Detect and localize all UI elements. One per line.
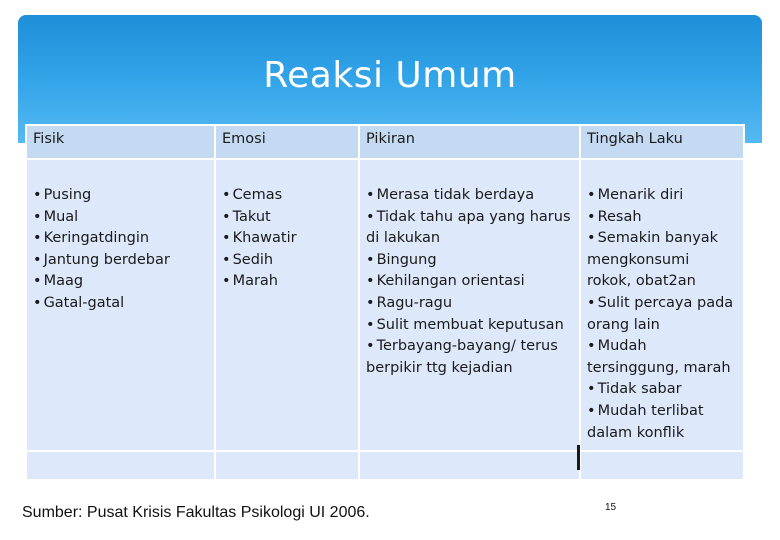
list-item	[222, 207, 352, 229]
cell-emosi	[215, 159, 359, 451]
list-item	[366, 271, 573, 293]
empty-cell	[580, 451, 744, 480]
list-item-text: Gatal-gatal	[43, 294, 125, 311]
table-header-row	[26, 125, 744, 159]
list-item-text: Khawatir	[232, 230, 297, 247]
list-item-text: Ragu-ragu	[376, 294, 453, 311]
bullet-icon: •	[587, 187, 596, 203]
empty-cell	[215, 451, 359, 480]
list-item-text: Jantung berdebar	[43, 251, 170, 268]
list-item	[587, 228, 737, 293]
bullet-icon: •	[222, 230, 231, 247]
list-item	[587, 207, 737, 229]
list-item-text: Mudah tersinggung, marah	[587, 338, 731, 376]
list-item-text: Mudah terlibat dalam konflik	[587, 402, 704, 441]
list-item-text: Takut	[232, 208, 271, 225]
list-item	[587, 379, 737, 401]
list-item	[587, 401, 737, 444]
list-item	[33, 250, 208, 272]
list-item	[366, 336, 573, 379]
list-tingkah-laku	[587, 185, 737, 444]
bullet-icon: •	[33, 230, 42, 247]
bullet-icon: •	[366, 294, 375, 311]
reaction-table-container	[25, 124, 743, 481]
list-item-text: Sulit membuat keputusan	[376, 316, 564, 333]
slide-title: Reaksi Umum	[263, 55, 517, 96]
list-item	[587, 185, 737, 207]
page-number: 15	[605, 502, 617, 513]
reaction-table	[25, 124, 745, 481]
bullet-icon: •	[33, 208, 42, 225]
list-item-text: Cemas	[232, 187, 283, 203]
list-fisik	[33, 185, 208, 315]
bullet-icon: •	[587, 338, 596, 355]
bullet-icon: •	[587, 294, 596, 311]
vertical-divider-line	[577, 445, 580, 470]
list-pikiran	[366, 185, 573, 379]
list-item-text: Kehilangan orientasi	[376, 273, 525, 290]
list-item	[222, 271, 352, 293]
bullet-icon: •	[366, 338, 375, 355]
bullet-icon: •	[366, 273, 375, 290]
list-item	[33, 271, 208, 293]
list-item-text: Maag	[43, 273, 84, 290]
list-item-text: Sulit percaya pada orang lain	[587, 294, 734, 333]
empty-table-row	[26, 451, 744, 480]
list-item	[222, 185, 352, 207]
source-citation: Sumber: Pusat Krisis Fakultas Psikologi UI 2006.	[22, 504, 370, 521]
bullet-icon: •	[366, 251, 375, 268]
list-item-text: Terbayang-bayang/ terus berpikir ttg kejadian	[366, 338, 558, 376]
list-item-text: Bingung	[376, 251, 437, 268]
list-item	[33, 228, 208, 250]
cell-tingkah-laku	[580, 159, 744, 451]
list-item	[366, 315, 573, 337]
list-item	[222, 228, 352, 250]
bullet-icon: •	[587, 402, 596, 419]
list-item-text: Semakin banyak mengkonsumi rokok, obat2an	[587, 230, 719, 290]
bullet-icon: •	[366, 316, 375, 333]
list-item-text: Sedih	[232, 251, 274, 268]
list-item-text: Pusing	[43, 187, 92, 203]
list-item	[33, 293, 208, 315]
bullet-icon: •	[33, 273, 42, 290]
list-item	[366, 293, 573, 315]
bullet-icon: •	[366, 208, 375, 225]
cell-fisik	[26, 159, 215, 451]
list-item	[366, 207, 573, 250]
list-item	[33, 207, 208, 229]
bullet-icon: •	[587, 208, 596, 225]
list-item	[587, 336, 737, 379]
header-pikiran: Pikiran	[359, 125, 580, 159]
list-item-text: Tidak tahu apa yang harus di lakukan	[366, 208, 571, 247]
cell-pikiran	[359, 159, 580, 451]
list-item	[366, 250, 573, 272]
list-item	[587, 293, 737, 336]
list-item	[33, 185, 208, 207]
bullet-icon: •	[587, 381, 596, 398]
list-item-text: Menarik diri	[597, 187, 684, 203]
list-item-text: Mual	[43, 208, 79, 225]
list-item-text: Merasa tidak berdaya	[376, 187, 535, 203]
header-emosi: Emosi	[215, 125, 359, 159]
bullet-icon: •	[222, 273, 231, 290]
header-tingkah-laku: Tingkah Laku	[580, 125, 744, 159]
bullet-icon: •	[587, 230, 596, 247]
list-item-text: Tidak sabar	[597, 381, 682, 398]
bullet-icon: •	[222, 208, 231, 225]
bullet-icon: •	[33, 187, 42, 203]
empty-cell	[26, 451, 215, 480]
list-item	[222, 250, 352, 272]
list-item-text: Keringatdingin	[43, 230, 150, 247]
empty-cell	[359, 451, 580, 480]
list-emosi	[222, 185, 352, 293]
bullet-icon: •	[33, 294, 42, 311]
table-row	[26, 159, 744, 451]
bullet-icon: •	[222, 187, 231, 203]
list-item-text: Marah	[232, 273, 278, 290]
bullet-icon: •	[366, 187, 375, 203]
header-fisik: Fisik	[26, 125, 215, 159]
list-item-text: Resah	[597, 208, 642, 225]
bullet-icon: •	[222, 251, 231, 268]
bullet-icon: •	[33, 251, 42, 268]
list-item	[366, 185, 573, 207]
